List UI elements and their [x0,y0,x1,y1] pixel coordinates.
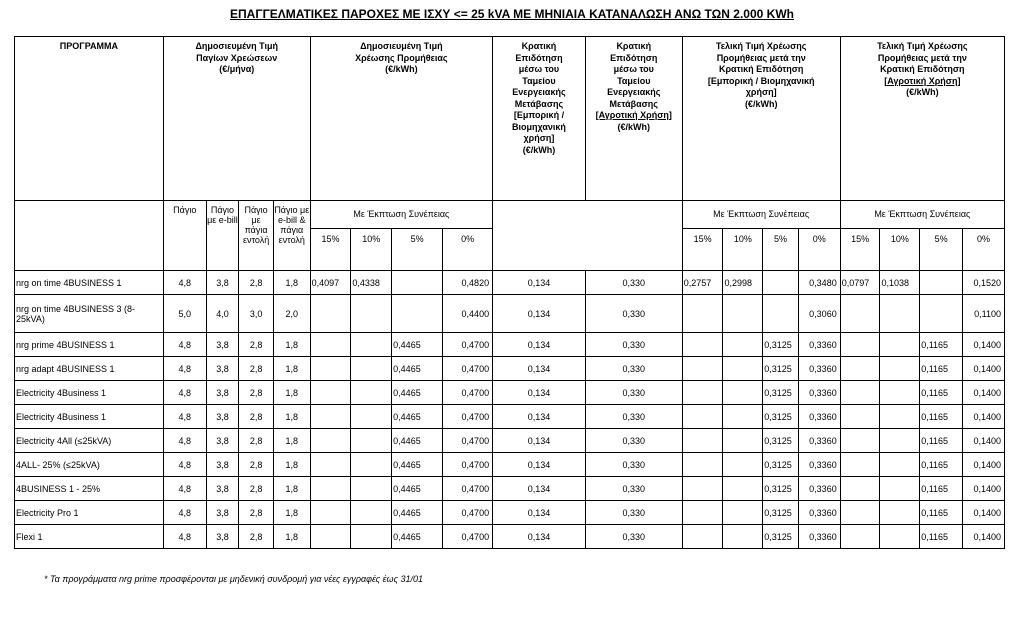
header-supply-charge [310,37,492,201]
final-agri-cell [840,405,880,429]
final-agri-cell: 0,1165 [920,477,963,501]
supply-charge-cell: 0,4700 [443,477,493,501]
supply-charge-cell: 0,4465 [392,333,443,357]
fixed-charge-cell: 2,8 [239,453,274,477]
final-commercial-cell: 0,3060 [798,295,840,333]
program-name-cell: nrg adapt 4BUSINESS 1 [15,357,164,381]
final-commercial-cell [682,477,723,501]
header-final-agr-discount-3: 0% [963,229,1005,271]
header-fixed-standing-order: Πάγιο με πάγια εντολή [239,201,274,271]
supply-charge-cell [310,381,351,405]
final-agri-cell [880,381,920,405]
page-title: ΕΠΑΓΓΕΛΜΑΤΙΚΕΣ ΠΑΡΟΧΕΣ ΜΕ ΙΣΧΥ <= 25 kVA ΜΕ ΜΗΝΙΑΙΑ ΚΑΤΑΝΑΛΩΣΗ ΑΝΩ ΤΩΝ 2.000 KWh [230,7,794,21]
fixed-charge-cell: 4,8 [163,501,206,525]
supply-charge-cell: 0,4465 [392,429,443,453]
subsidy-agri-cell: 0,330 [585,381,682,405]
final-agri-cell: 0,1400 [963,381,1005,405]
header-final-com-discount-3: 0% [798,229,840,271]
final-commercial-cell [723,453,763,477]
program-name-cell: nrg on time 4BUSINESS 1 [15,271,164,295]
final-agri-cell [840,333,880,357]
supply-charge-cell: 0,4465 [392,453,443,477]
header-line: Δημοσιευμένη Τιμή [360,41,443,51]
final-commercial-cell [723,477,763,501]
fixed-charge-cell: 2,0 [273,295,310,333]
supply-charge-cell: 0,4400 [443,295,493,333]
fixed-charge-cell: 5,0 [163,295,206,333]
final-agri-cell [840,357,880,381]
header-line: Κρατική [616,41,652,51]
header-final-agr-discount: Με Έκπτωση Συνέπειας [840,201,1004,229]
header-line: Επιδότηση [515,52,563,63]
header-fixed-ebill: Πάγιο με e-bill [206,201,239,271]
final-commercial-cell: 0,3480 [798,271,840,295]
final-commercial-cell [723,381,763,405]
final-commercial-cell [763,295,799,333]
supply-charge-cell [351,295,392,333]
final-agri-cell: 0,1520 [963,271,1005,295]
header-final-agri [840,37,1004,201]
supply-charge-cell [351,381,392,405]
supply-charge-cell [351,405,392,429]
header-fixed-ebill-standing-order: Πάγιο με e-bill & πάγια εντολή [273,201,310,271]
final-agri-cell: 0,1165 [920,525,963,549]
fixed-charge-cell: 4,8 [163,381,206,405]
supply-charge-cell: 0,4700 [443,405,493,429]
fixed-charge-cell: 2,8 [239,501,274,525]
fixed-charge-cell: 4,8 [163,453,206,477]
header-program-blank [15,201,164,271]
supply-charge-cell [351,357,392,381]
supply-charge-cell: 0,4465 [392,405,443,429]
header-line: χρήση] [523,133,555,143]
supply-charge-cell [392,295,443,333]
subsidy-agri-cell: 0,330 [585,525,682,549]
table-row [15,477,1005,501]
subsidy-agri-cell: 0,330 [585,429,682,453]
header-final-com-discount: Με Έκπτωση Συνέπειας [682,201,840,229]
table-row [15,295,1005,333]
final-commercial-cell [682,525,723,549]
final-commercial-cell [682,429,723,453]
final-commercial-cell: 0,3360 [798,357,840,381]
final-commercial-cell: 0,3360 [798,525,840,549]
final-commercial-cell [682,357,723,381]
final-commercial-cell [723,405,763,429]
header-line: Ταμείου [617,75,651,86]
final-agri-cell: 0,1400 [963,405,1005,429]
table-row [15,501,1005,525]
subsidy-agri-cell: 0,330 [585,271,682,295]
final-agri-cell [880,357,920,381]
fixed-charge-cell: 2,8 [239,525,274,549]
header-supply-discount: Με Έκπτωση Συνέπειας [310,201,492,229]
supply-charge-cell: 0,4700 [443,429,493,453]
program-name-cell: nrg on time 4BUSINESS 3 (8-25kVA) [15,295,164,333]
final-agri-cell [840,477,880,501]
header-line: Μετάβασης [514,98,564,109]
header-line: Κρατική Επιδότηση [718,64,804,74]
final-commercial-cell: 0,3125 [763,429,799,453]
header-line: μέσω του [518,64,560,74]
header-line: χρήση] [745,87,777,97]
fixed-charge-cell: 3,8 [206,525,239,549]
program-name-cell: Electricity 4All (≤25kVA) [15,429,164,453]
program-name-cell: Electricity 4Business 1 [15,405,164,429]
supply-charge-cell [310,525,351,549]
final-commercial-cell: 0,3125 [763,501,799,525]
supply-charge-cell [310,429,351,453]
header-supply-discount-1: 10% [351,229,392,271]
final-agri-cell [880,501,920,525]
final-agri-cell: 0,1400 [963,453,1005,477]
final-agri-cell: 0,1038 [880,271,920,295]
supply-charge-cell [351,333,392,357]
final-agri-cell [880,295,920,333]
final-commercial-cell: 0,3125 [763,453,799,477]
fixed-charge-cell: 4,8 [163,271,206,295]
supply-charge-cell: 0,4097 [310,271,351,295]
table-row [15,453,1005,477]
header-line: [Εμπορική / [513,110,565,120]
supply-charge-cell [351,525,392,549]
supply-charge-cell: 0,4700 [443,525,493,549]
subsidy-agri-cell: 0,330 [585,357,682,381]
fixed-charge-cell: 1,8 [273,477,310,501]
fixed-charge-cell: 4,8 [163,525,206,549]
final-agri-cell: 0,1100 [963,295,1005,333]
final-agri-cell: 0,1400 [963,357,1005,381]
header-line: Βιομηχανική [512,121,566,132]
final-agri-cell [840,453,880,477]
supply-charge-cell [310,333,351,357]
final-agri-cell: 0,1165 [920,357,963,381]
final-agri-cell: 0,1165 [920,453,963,477]
header-supply-discount-0: 15% [310,229,351,271]
fixed-charge-cell: 3,8 [206,453,239,477]
final-commercial-cell: 0,2998 [723,271,763,295]
subsidy-agri-cell: 0,330 [585,501,682,525]
header-line-underlined: [Αγροτική Χρήση] [884,75,961,86]
final-commercial-cell [723,295,763,333]
fixed-charge-cell: 1,8 [273,501,310,525]
header-supply-discount-3: 0% [443,229,493,271]
final-agri-cell: 0,1165 [920,405,963,429]
tariff-table [14,36,1005,549]
final-agri-cell [880,405,920,429]
supply-charge-cell [351,429,392,453]
program-name-cell: 4BUSINESS 1 - 25% [15,477,164,501]
fixed-charge-cell: 1,8 [273,333,310,357]
fixed-charge-cell: 1,8 [273,381,310,405]
final-commercial-cell: 0,3360 [798,429,840,453]
fixed-charge-cell: 2,8 [239,429,274,453]
final-commercial-cell [682,405,723,429]
supply-charge-cell [310,453,351,477]
header-line: Τελική Τιμή Χρέωσης [715,41,807,51]
fixed-charge-cell: 2,8 [239,271,274,295]
supply-charge-cell: 0,4465 [392,381,443,405]
fixed-charge-cell: 2,8 [239,477,274,501]
final-commercial-cell: 0,2757 [682,271,723,295]
header-line: Επιδότηση [610,52,658,63]
fixed-charge-cell: 4,8 [163,429,206,453]
final-agri-cell: 0,1400 [963,501,1005,525]
header-fixed-charge [163,37,310,201]
header-line: Ενεργειακής [512,87,566,97]
supply-charge-cell [351,501,392,525]
final-commercial-cell: 0,3125 [763,477,799,501]
subsidy-commercial-cell: 0,134 [493,295,586,333]
final-agri-cell [880,333,920,357]
supply-charge-cell: 0,4465 [392,525,443,549]
final-commercial-cell [723,429,763,453]
subsidy-commercial-cell: 0,134 [493,453,586,477]
table-row [15,525,1005,549]
header-subsidy-blank [493,201,683,271]
final-commercial-cell [682,453,723,477]
header-subsidy-commercial [493,37,586,201]
header-supply-discount-2: 5% [392,229,443,271]
supply-charge-cell: 0,4465 [392,501,443,525]
header-subsidy-agri [585,37,682,201]
final-agri-cell: 0,1165 [920,501,963,525]
header-line: Δημοσιευμένη Τιμή [195,41,278,51]
subsidy-agri-cell: 0,330 [585,333,682,357]
final-commercial-cell [682,501,723,525]
subsidy-commercial-cell: 0,134 [493,357,586,381]
header-final-agr-discount-0: 15% [840,229,880,271]
subsidy-agri-cell: 0,330 [585,477,682,501]
supply-charge-cell [351,477,392,501]
final-commercial-cell: 0,3360 [798,477,840,501]
supply-charge-cell: 0,4338 [351,271,392,295]
header-line: Προμήθειας μετά την [877,52,967,63]
final-agri-cell: 0,1400 [963,525,1005,549]
fixed-charge-cell: 4,8 [163,477,206,501]
final-commercial-cell: 0,3360 [798,405,840,429]
footnote: * Τα προγράμματα nrg prime προσφέρονται με μηδενική συνδρομή για νέες εγγραφές έως 31/01 [44,574,423,584]
header-unit: (€/kWh) [617,121,651,132]
header-line: Παγίων Χρεώσεων [196,52,278,63]
header-line: Κρατική [521,41,557,51]
final-agri-cell [840,295,880,333]
final-agri-cell: 0,1400 [963,333,1005,357]
final-commercial-cell: 0,3360 [798,453,840,477]
header-program: ΠΡΟΓΡΑΜΜΑ [15,37,164,201]
supply-charge-cell: 0,4465 [392,477,443,501]
final-commercial-cell: 0,3125 [763,525,799,549]
subsidy-commercial-cell: 0,134 [493,381,586,405]
final-agri-cell [880,477,920,501]
supply-charge-cell [310,501,351,525]
header-final-agr-discount-2: 5% [920,229,963,271]
supply-charge-cell [310,477,351,501]
header-line: (€/kWh) [744,98,778,109]
fixed-charge-cell: 1,8 [273,357,310,381]
final-commercial-cell [763,271,799,295]
fixed-charge-cell: 2,8 [239,357,274,381]
program-name-cell: Flexi 1 [15,525,164,549]
supply-charge-cell: 0,4820 [443,271,493,295]
header-line: Ενεργειακής [607,87,661,97]
header-line: (€/kWh) [522,144,556,155]
program-name-cell: nrg prime 4BUSINESS 1 [15,333,164,357]
subsidy-agri-cell: 0,330 [585,453,682,477]
final-commercial-cell: 0,3360 [798,501,840,525]
final-agri-cell [880,525,920,549]
fixed-charge-cell: 3,8 [206,429,239,453]
final-agri-cell [880,453,920,477]
final-commercial-cell: 0,3125 [763,357,799,381]
fixed-charge-cell: 2,8 [239,333,274,357]
final-agri-cell [840,501,880,525]
final-agri-cell: 0,0797 [840,271,880,295]
table-row [15,271,1005,295]
supply-charge-cell [351,453,392,477]
header-line: Προμήθειας μετά την [716,52,806,63]
subsidy-commercial-cell: 0,134 [493,405,586,429]
header-unit: (€/kWh) [906,87,939,97]
fixed-charge-cell: 1,8 [273,453,310,477]
final-agri-cell [920,271,963,295]
subsidy-commercial-cell: 0,134 [493,333,586,357]
supply-charge-cell [310,405,351,429]
final-agri-cell [920,295,963,333]
table-row [15,405,1005,429]
final-agri-cell: 0,1165 [920,333,963,357]
fixed-charge-cell: 4,8 [163,405,206,429]
fixed-charge-cell: 1,8 [273,429,310,453]
fixed-charge-cell: 3,8 [206,405,239,429]
final-agri-cell: 0,1400 [963,429,1005,453]
fixed-charge-cell: 3,8 [206,357,239,381]
final-commercial-cell [723,333,763,357]
fixed-charge-cell: 3,8 [206,271,239,295]
fixed-charge-cell: 1,8 [273,271,310,295]
subsidy-commercial-cell: 0,134 [493,477,586,501]
fixed-charge-cell: 3,8 [206,501,239,525]
supply-charge-cell [392,271,443,295]
final-commercial-cell [723,501,763,525]
header-final-agr-discount-1: 10% [880,229,920,271]
program-name-cell: Electricity Pro 1 [15,501,164,525]
header-line: (€/μήνα) [219,64,255,74]
header-line: Κρατική Επιδότηση [880,64,965,74]
supply-charge-cell: 0,4700 [443,357,493,381]
subsidy-agri-cell: 0,330 [585,295,682,333]
supply-charge-cell [310,295,351,333]
supply-charge-cell: 0,4700 [443,501,493,525]
fixed-charge-cell: 3,0 [239,295,274,333]
fixed-charge-cell: 1,8 [273,525,310,549]
header-line: μέσω του [613,64,654,74]
fixed-charge-cell: 2,8 [239,381,274,405]
header-line: Μετάβασης [609,98,658,109]
header-fixed-base: Πάγιο [163,201,206,271]
final-agri-cell [880,429,920,453]
final-commercial-cell [682,381,723,405]
fixed-charge-cell: 3,8 [206,333,239,357]
header-final-com-discount-2: 5% [763,229,799,271]
header-final-commercial [682,37,840,201]
supply-charge-cell: 0,4700 [443,381,493,405]
subsidy-agri-cell: 0,330 [585,405,682,429]
header-final-com-discount-0: 15% [682,229,723,271]
table-row [15,333,1005,357]
final-agri-cell: 0,1165 [920,381,963,405]
subsidy-commercial-cell: 0,134 [493,429,586,453]
fixed-charge-cell: 4,8 [163,333,206,357]
final-agri-cell [840,525,880,549]
subsidy-commercial-cell: 0,134 [493,501,586,525]
final-agri-cell: 0,1165 [920,429,963,453]
final-commercial-cell [723,357,763,381]
final-agri-cell: 0,1400 [963,477,1005,501]
supply-charge-cell [310,357,351,381]
header-line: Ταμείου [522,75,556,86]
fixed-charge-cell: 3,8 [206,477,239,501]
final-commercial-cell [723,525,763,549]
final-commercial-cell [682,333,723,357]
supply-charge-cell: 0,4700 [443,453,493,477]
table-row [15,429,1005,453]
table-row [15,357,1005,381]
header-line: (€/kWh) [385,64,418,74]
header-line: Χρέωσης Προμήθειας [355,52,448,63]
final-commercial-cell [682,295,723,333]
final-agri-cell [840,429,880,453]
fixed-charge-cell: 1,8 [273,405,310,429]
program-name-cell: Electricity 4Business 1 [15,381,164,405]
header-line: Τελική Τιμή Χρέωσης [877,41,968,51]
fixed-charge-cell: 2,8 [239,405,274,429]
header-line-underlined: [Αγροτική Χρήση] [595,110,672,120]
fixed-charge-cell: 4,8 [163,357,206,381]
header-final-com-discount-1: 10% [723,229,763,271]
fixed-charge-cell: 4,0 [206,295,239,333]
table-row [15,381,1005,405]
final-commercial-cell: 0,3125 [763,333,799,357]
header-line: [Εμπορική / Βιομηχανική [707,75,815,86]
final-commercial-cell: 0,3125 [763,405,799,429]
supply-charge-cell: 0,4465 [392,357,443,381]
final-commercial-cell: 0,3125 [763,381,799,405]
subsidy-commercial-cell: 0,134 [493,525,586,549]
final-commercial-cell: 0,3360 [798,333,840,357]
subsidy-commercial-cell: 0,134 [493,271,586,295]
fixed-charge-cell: 3,8 [206,381,239,405]
program-name-cell: 4ALL- 25% (≤25kVA) [15,453,164,477]
final-commercial-cell: 0,3360 [798,381,840,405]
supply-charge-cell: 0,4700 [443,333,493,357]
final-agri-cell [840,381,880,405]
